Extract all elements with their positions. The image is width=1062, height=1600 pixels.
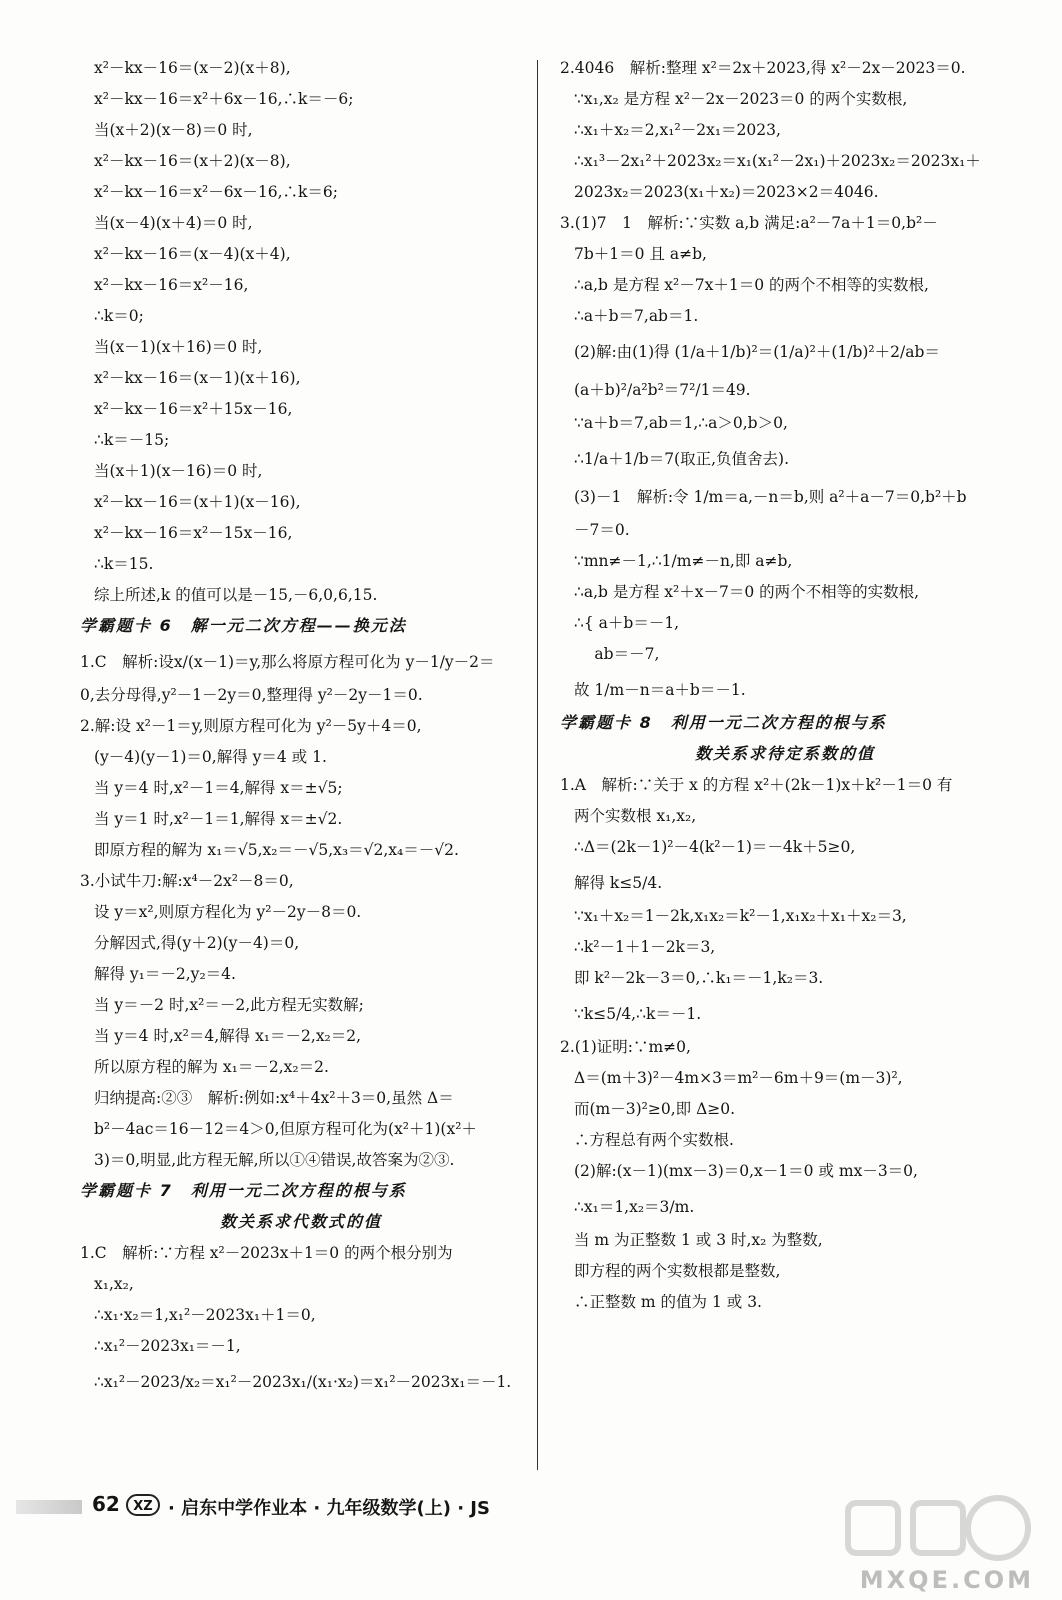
- xz-logo-icon: XZ: [126, 1494, 160, 1516]
- text-line: 所以原方程的解为 x₁＝－2,x₂＝2.: [94, 1058, 329, 1076]
- text-line: ∴k＝0;: [94, 307, 144, 325]
- section-heading: 学霸题卡 6 解一元二次方程——换元法: [80, 616, 407, 635]
- text-line: ∴k＝15.: [94, 555, 154, 573]
- text-line: 即方程的两个实数根都是整数,: [574, 1262, 781, 1280]
- text-line: x²－kx－16＝(x－2)(x＋8),: [94, 59, 291, 77]
- text-line: 当 y＝4 时,x²－1＝4,解得 x＝±√5;: [94, 779, 343, 797]
- text-line: ∴x₁³－2x₁²＋2023x₂＝x₁(x₁²－2x₁)＋2023x₂＝2023x₁＋: [574, 152, 981, 170]
- text-line: 设 y＝x²,则原方程化为 y²－2y－8＝0.: [94, 903, 362, 921]
- text-line: 当(x－1)(x＋16)＝0 时,: [94, 338, 263, 356]
- text-line: 即原方程的解为 x₁＝√5,x₂＝－√5,x₃＝√2,x₄＝－√2.: [94, 841, 459, 859]
- text-line: ∵a＋b＝7,ab＝1,∴a＞0,b＞0,: [574, 414, 788, 432]
- text-line: x²－kx－16＝x²－6x－16,∴k＝6;: [94, 183, 338, 201]
- text-line: 当 y＝－2 时,x²＝－2,此方程无实数解;: [94, 996, 364, 1014]
- text-line: Δ＝(m＋3)²－4m×3＝m²－6m＋9＝(m－3)²,: [574, 1069, 903, 1087]
- text-line: (2)解:(x－1)(mx－3)＝0,x－1＝0 或 mx－3＝0,: [574, 1162, 918, 1180]
- text-line: (2)解:由(1)得 (1/a＋1/b)²＝(1/a)²＋(1/b)²＋2/ab＝: [574, 343, 940, 361]
- text-line: b²－4ac＝16－12＝4＞0,但原方程可化为(x²＋1)(x²＋: [94, 1120, 477, 1138]
- text-line: －7＝0.: [574, 521, 630, 539]
- text-line: ∴a,b 是方程 x²＋x－7＝0 的两个不相等的实数根,: [574, 583, 920, 601]
- text-line: 而(m－3)²≥0,即 Δ≥0.: [574, 1100, 736, 1118]
- text-line: 1.C 解析:∵方程 x²－2023x＋1＝0 的两个根分别为: [80, 1244, 453, 1262]
- text-line: 当(x＋1)(x－16)＝0 时,: [94, 462, 263, 480]
- text-line: 3.(1)7 1 解析:∵实数 a,b 满足:a²－7a＋1＝0,b²－: [560, 214, 938, 232]
- text-line: 解得 y₁＝－2,y₂＝4.: [94, 965, 236, 983]
- text-line: 分解因式,得(y＋2)(y－4)＝0,: [94, 934, 300, 952]
- text-line: 1.A 解析:∵关于 x 的方程 x²＋(2k－1)x＋k²－1＝0 有: [560, 776, 953, 794]
- text-line: x₁,x₂,: [94, 1275, 134, 1293]
- page-number: 62: [92, 1492, 120, 1516]
- text-line: ∵k≤5/4,∴k＝－1.: [574, 1005, 702, 1023]
- text-line: 7b＋1＝0 且 a≠b,: [574, 245, 707, 263]
- text-line: x²－kx－16＝x²－16,: [94, 276, 249, 294]
- text-line: ∵x₁,x₂ 是方程 x²－2x－2023＝0 的两个实数根,: [574, 90, 908, 108]
- text-line: 综上所述,k 的值可以是－15,－6,0,6,15.: [94, 586, 378, 604]
- text-line: ∴正整数 m 的值为 1 或 3.: [574, 1293, 762, 1311]
- text-line: 当 y＝1 时,x²－1＝1,解得 x＝±√2.: [94, 810, 343, 828]
- text-line: x²－kx－16＝(x＋2)(x－8),: [94, 152, 291, 170]
- text-line: (y－4)(y－1)＝0,解得 y＝4 或 1.: [94, 748, 327, 766]
- text-line: ∴x₁²－2023x₁＝－1,: [94, 1337, 241, 1355]
- section-heading: 数关系求代数式的值: [219, 1212, 382, 1231]
- text-line: 2.4046 解析:整理 x²＝2x＋2023,得 x²－2x－2023＝0.: [560, 59, 966, 77]
- text-line: x²－kx－16＝(x－1)(x＋16),: [94, 369, 301, 387]
- text-line: 0,去分母得,y²－1－2y＝0,整理得 y²－2y－1＝0.: [80, 686, 423, 704]
- left-column: [80, 58, 522, 1405]
- text-line: ∴x₁·x₂＝1,x₁²－2023x₁＋1＝0,: [94, 1306, 316, 1324]
- section-heading: 学霸题卡 7 利用一元二次方程的根与系: [80, 1181, 407, 1200]
- text-line: (3)－1 解析:令 1/m＝a,－n＝b,则 a²＋a－7＝0,b²＋b: [574, 488, 967, 506]
- text-line: 2023x₂＝2023(x₁＋x₂)＝2023×2＝4046.: [574, 183, 879, 201]
- text-line: 即 k²－2k－3＝0,∴k₁＝－1,k₂＝3.: [574, 969, 824, 987]
- text-line: 当 m 为正整数 1 或 3 时,x₂ 为整数,: [574, 1231, 823, 1249]
- text-line: 2.解:设 x²－1＝y,则原方程可化为 y²－5y＋4＝0,: [80, 717, 422, 735]
- text-line: ∴{ a＋b＝－1,: [574, 614, 680, 632]
- text-line: x²－kx－16＝(x－4)(x＋4),: [94, 245, 291, 263]
- footer-decoration-bar: [16, 1500, 82, 1514]
- right-column: [560, 58, 1010, 1323]
- text-line: ∴k＝－15;: [94, 431, 170, 449]
- text-line: x²－kx－16＝x²－15x－16,: [94, 524, 293, 542]
- section-heading: 学霸题卡 8 利用一元二次方程的根与系: [560, 713, 887, 732]
- text-line: 1.C 解析:设x/(x－1)＝y,那么将原方程可化为 y－1/y－2＝: [80, 653, 495, 671]
- text-line: 解得 k≤5/4.: [574, 874, 663, 892]
- watermark-text: MXQE.COM: [859, 1566, 1034, 1594]
- text-line: 归纳提高:②③ 解析:例如:x⁴＋4x²＋3＝0,虽然 Δ＝: [94, 1089, 454, 1107]
- section-heading: 数关系求待定系数的值: [694, 744, 875, 763]
- text-line: x²－kx－16＝x²＋6x－16,∴k＝－6;: [94, 90, 354, 108]
- text-line: 当 y＝4 时,x²＝4,解得 x₁＝－2,x₂＝2,: [94, 1027, 362, 1045]
- text-line: x²－kx－16＝x²＋15x－16,: [94, 400, 293, 418]
- text-line: ∵mn≠－1,∴1/m≠－n,即 a≠b,: [574, 552, 793, 570]
- text-line: 故 1/m－n＝a＋b＝－1.: [574, 681, 746, 699]
- text-line: 3.小试牛刀:解:x⁴－2x²－8＝0,: [80, 872, 294, 890]
- text-line: ∴方程总有两个实数根.: [574, 1131, 734, 1149]
- text-line: ∵x₁＋x₂＝1－2k,x₁x₂＝k²－1,x₁x₂＋x₁＋x₂＝3,: [574, 907, 907, 925]
- text-line: 3)＝0,明显,此方程无解,所以①④错误,故答案为②③.: [94, 1151, 455, 1169]
- text-line: 2.(1)证明:∵m≠0,: [560, 1038, 691, 1056]
- text-line: 当(x＋2)(x－8)＝0 时,: [94, 121, 253, 139]
- text-line: ∴Δ＝(2k－1)²－4(k²－1)＝－4k＋5≥0,: [574, 838, 856, 856]
- text-line: 当(x－4)(x＋4)＝0 时,: [94, 214, 253, 232]
- text-line: ∴x₁＋x₂＝2,x₁²－2x₁＝2023,: [574, 121, 781, 139]
- text-line: ∴x₁²－2023/x₂＝x₁²－2023x₁/(x₁·x₂)＝x₁²－2023x₁＝－1.: [94, 1373, 512, 1391]
- text-line: x²－kx－16＝(x＋1)(x－16),: [94, 493, 301, 511]
- text-line: 两个实数根 x₁,x₂,: [574, 807, 697, 825]
- text-line: ∴1/a＋1/b＝7(取正,负值舍去).: [574, 450, 790, 468]
- column-divider: [537, 60, 538, 1470]
- text-line: ∴x₁＝1,x₂＝3/m.: [574, 1198, 695, 1216]
- book-title: · 启东中学作业本 · 九年级数学(上) · JS: [168, 1498, 490, 1519]
- text-line: ∴k²－1＋1－2k＝3,: [574, 938, 716, 956]
- text-line: ab＝－7,: [574, 645, 660, 663]
- text-line: ∴a＋b＝7,ab＝1.: [574, 307, 699, 325]
- text-line: (a＋b)²/a²b²＝7²/1＝49.: [574, 381, 751, 399]
- text-line: ∴a,b 是方程 x²－7x＋1＝0 的两个不相等的实数根,: [574, 276, 929, 294]
